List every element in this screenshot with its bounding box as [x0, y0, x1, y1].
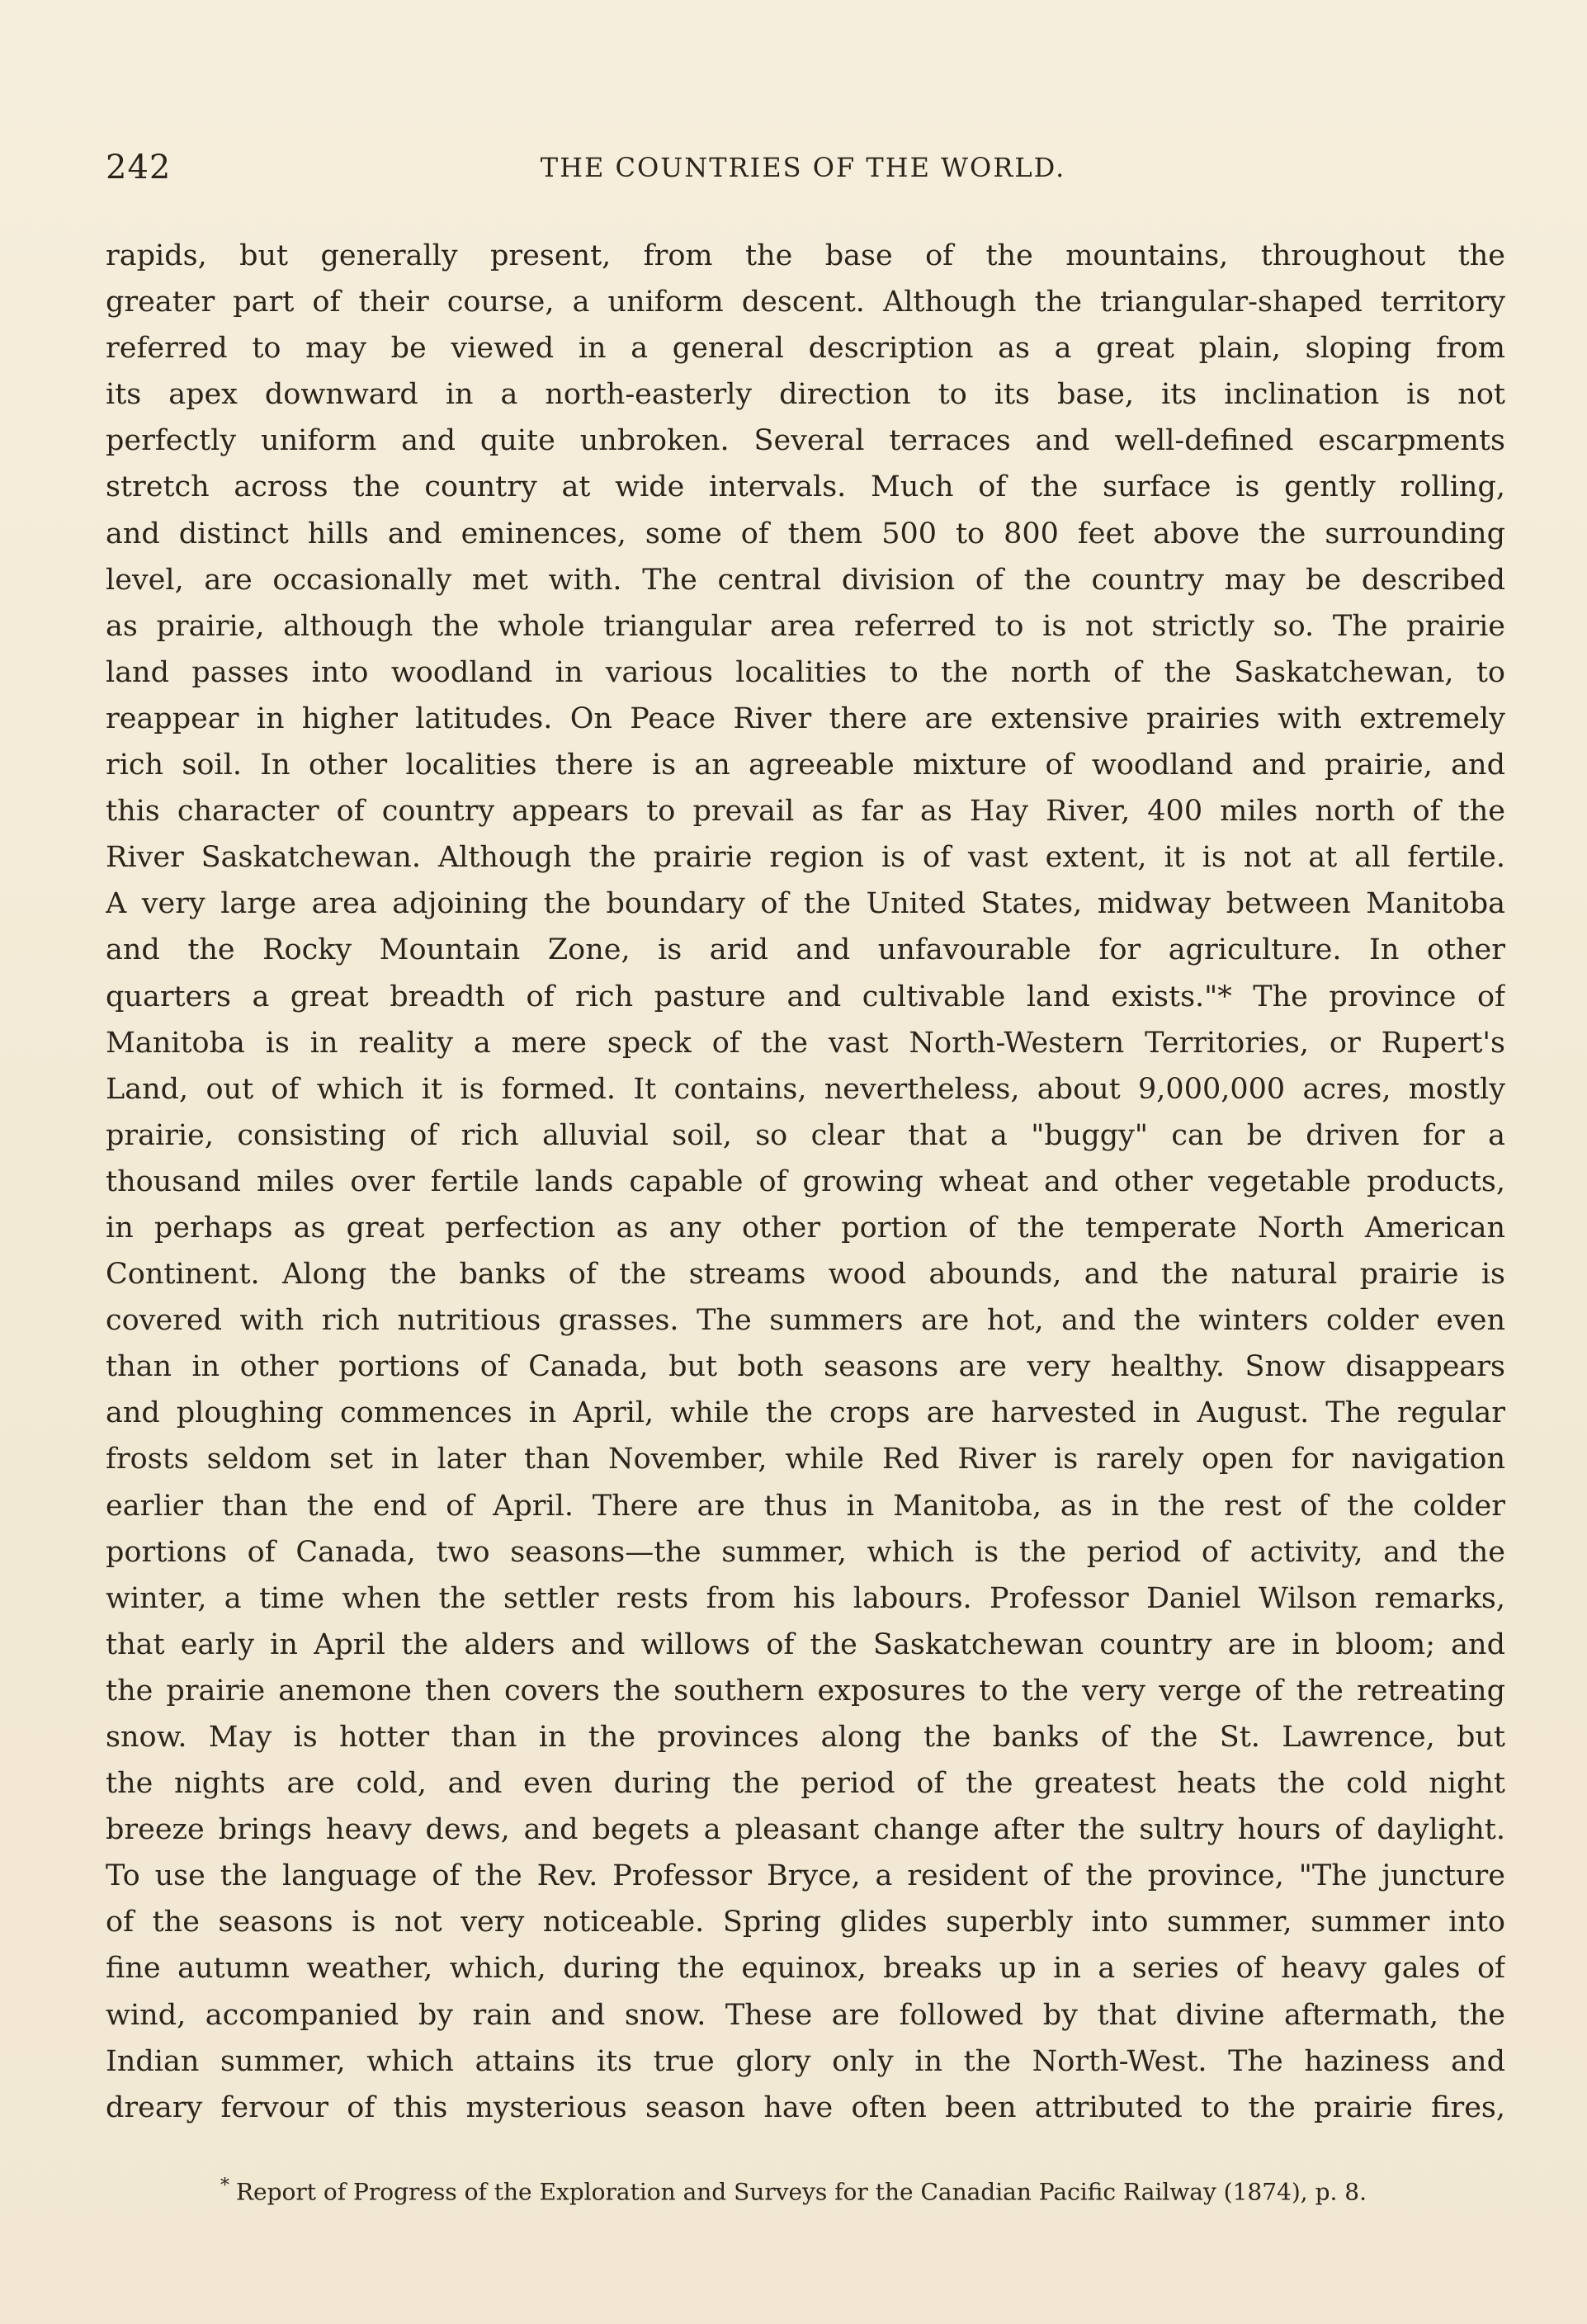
- body-text: [106, 233, 1505, 2131]
- footnote-text: Report of Progress of the Exploration and Surveys for the Canadian Pacific Railway (1874), p. 8.: [235, 2178, 1367, 2206]
- text-line: and ploughing commences in April, while the crops are harvested in August. The regular: [106, 1396, 1505, 1430]
- text-line: fine autumn weather, which, during the equinox, breaks up in a series of heavy gales of: [106, 1952, 1505, 1986]
- text-line: To use the language of the Rev. Professor Bryce, a resident of the province, "The juncture: [106, 1859, 1505, 1893]
- text-line: the nights are cold, and even during the period of the greatest heats the cold night: [106, 1767, 1505, 1801]
- text-line: A very large area adjoining the boundary of the United States, midway between Manitoba: [106, 887, 1505, 921]
- text-line: covered with rich nutritious grasses. The summers are hot, and the winters colder even: [106, 1304, 1505, 1338]
- text-line: quarters a great breadth of rich pasture and cultivable land exists."* The province of: [106, 980, 1505, 1013]
- text-line: Indian summer, which attains its true glory only in the North-West. The haziness and: [106, 2044, 1505, 2078]
- text-line: rapids, but generally present, from the base of the mountains, throughout the: [106, 239, 1505, 272]
- text-line: thousand miles over fertile lands capable of growing wheat and other vegetable products,: [106, 1164, 1505, 1198]
- text-line: this character of country appears to prevail as far as Hay River, 400 miles north of the: [106, 795, 1505, 829]
- text-line: referred to may be viewed in a general description as a great plain, sloping from: [106, 332, 1505, 366]
- text-line: frosts seldom set in later than November, while Red River is rarely open for navigation: [106, 1443, 1505, 1476]
- text-line: the prairie anemone then covers the southern exposures to the very verge of the retreating: [106, 1674, 1505, 1708]
- page-number: 242: [106, 149, 172, 187]
- text-line: dreary fervour of this mysterious season have often been attributed to the prairie fires,: [106, 2090, 1505, 2124]
- footnote-marker: *: [220, 2175, 229, 2196]
- text-line: breeze brings heavy dews, and begets a pleasant change after the sultry hours of daylight.: [106, 1813, 1505, 1847]
- text-line: Continent. Along the banks of the streams wood abounds, and the natural prairie is: [106, 1258, 1505, 1292]
- text-line: prairie, consisting of rich alluvial soil, so clear that a "buggy" can be driven for a: [106, 1118, 1505, 1152]
- text-line: and distinct hills and eminences, some of them 500 to 800 feet above the surrounding: [106, 517, 1505, 550]
- text-line: stretch across the country at wide intervals. Much of the surface is gently rolling,: [106, 470, 1505, 504]
- text-line: wind, accompanied by rain and snow. These are followed by that divine aftermath, the: [106, 1998, 1505, 2032]
- text-line: perfectly uniform and quite unbroken. Several terraces and well-defined escarpments: [106, 424, 1505, 458]
- text-line: than in other portions of Canada, but both seasons are very healthy. Snow disappears: [106, 1350, 1505, 1384]
- text-line: portions of Canada, two seasons—the summer, which is the period of activity, and the: [106, 1535, 1505, 1569]
- text-line: reappear in higher latitudes. On Peace River there are extensive prairies with extremely: [106, 701, 1505, 735]
- text-line: Land, out of which it is formed. It contains, nevertheless, about 9,000,000 acres, mostly: [106, 1072, 1505, 1106]
- text-line: snow. May is hotter than in the provinces along the banks of the St. Lawrence, but: [106, 1721, 1505, 1754]
- text-line: level, are occasionally met with. The central division of the country may be described: [106, 563, 1505, 597]
- text-line: as prairie, although the whole triangular area referred to is not strictly so. The prairie: [106, 609, 1505, 643]
- running-title: THE COUNTRIES OF THE WORLD.: [540, 152, 1066, 183]
- text-line: rich soil. In other localities there is an agreeable mixture of woodland and prairie, and: [106, 749, 1505, 782]
- text-line: winter, a time when the settler rests from his labours. Professor Daniel Wilson remarks,: [106, 1581, 1505, 1615]
- text-line: and the Rocky Mountain Zone, is arid and unfavourable for agriculture. In other: [106, 933, 1505, 967]
- page-header: [106, 149, 1500, 198]
- text-line: greater part of their course, a uniform descent. Although the triangular-shaped territory: [106, 286, 1505, 319]
- text-line: River Saskatchewan. Although the prairie region is of vast extent, it is not at all fertile.: [106, 841, 1505, 875]
- text-line: of the seasons is not very noticeable. Spring glides superbly into summer, summer into: [106, 1906, 1505, 1939]
- text-line: land passes into woodland in various localities to the north of the Saskatchewan, to: [106, 655, 1505, 689]
- text-line: its apex downward in a north-easterly direction to its base, its inclination is not: [106, 378, 1505, 412]
- text-line: in perhaps as great perfection as any other portion of the temperate North American: [106, 1211, 1505, 1245]
- text-line: that early in April the alders and willows of the Saskatchewan country are in bloom; and: [106, 1627, 1505, 1661]
- text-line: earlier than the end of April. There are thus in Manitoba, as in the rest of the colder: [106, 1489, 1505, 1523]
- footnote: [0, 2175, 1587, 2205]
- text-line: Manitoba is in reality a mere speck of the vast North-Western Territories, or Rupert's: [106, 1026, 1505, 1060]
